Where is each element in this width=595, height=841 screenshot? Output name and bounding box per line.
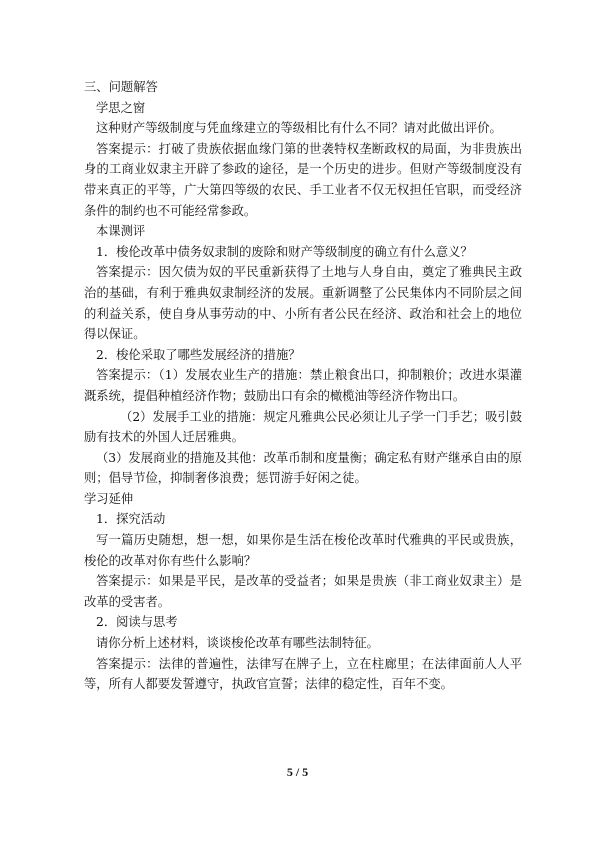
evaluation-answer-1: 答案提示：因欠债为奴的平民重新获得了土地与人身自由，奠定了雅典民主政治的基础，有利于雅典奴隶制经济的发展。重新调整了公民集体内不同阶层之间的利益关系，使自身从事劳动的中、小所有者公民在经济、政治和社会上的地位得以保证。: [84, 265, 522, 342]
extension-heading: 学习延伸: [84, 491, 134, 506]
section-title: 三、问题解答: [84, 80, 158, 94]
evaluation-answer-2-part-1: 答案提示：（1）发展农业生产的措施：禁止粮食出口，抑制粮价；改进水渠灌溉系统，提倡种植经济作物；鼓励出口有余的橄榄油等经济作物出口。: [84, 368, 522, 403]
study-window-answer: 答案提示：打破了贵族依据血缘门第的世袭特权垄断政权的局面，为非贵族出身的工商业奴隶主开辟了参政的途径，是一个历史的进步。但财产等级制度没有带来真正的平等，广大第四等级的农民、手工业者不仅无权担任官职，而受经济条件的制约也不可能经常参政。: [84, 141, 522, 218]
extension-item-1-answer: 答案提示：如果是平民，是改革的受益者；如果是贵族（非工商业奴隶主）是改革的受害者。: [84, 574, 522, 609]
evaluation-question-2: 2．梭伦采取了哪些发展经济的措施？: [96, 347, 301, 362]
extension-item-2-prompt: 请你分析上述材料，谈谈梭伦改革有哪些法制特征。: [96, 636, 379, 651]
extension-item-1-title: 1．探究活动: [96, 512, 166, 527]
extension-item-1-prompt: 写一篇历史随想，想一想，如果你是生活在梭伦改革时代雅典的平民或贵族，梭伦的改革对你有些什么影响？: [84, 533, 522, 568]
study-window-heading: 学思之窗: [96, 100, 146, 115]
evaluation-answer-2-part-2: （2）发展手工业的措施：规定凡雅典公民必须让儿子学一门手艺；吸引鼓励有技术的外国人迁居雅典。: [84, 409, 522, 445]
evaluation-heading: 本课测评: [96, 224, 146, 239]
evaluation-answer-2-part-3: （3）发展商业的措施及其他：改革币制和度量衡；确定私有财产继承自由的原则；倡导节俭，抑制奢侈浪费；惩罚游手好闲之徒。: [84, 450, 522, 486]
extension-item-2-title: 2．阅读与思考: [96, 615, 178, 630]
page-number: 5 / 5: [286, 765, 309, 779]
page-content: [84, 77, 522, 695]
study-window-question: 这种财产等级制度与凭血缘建立的等级相比有什么不同？请对此做出评价。: [96, 121, 502, 136]
extension-item-2-answer: 答案提示：法律的普遍性，法律写在牌子上，立在柱廊里；在法律面前人人平等，所有人都要发誓遵守，执政官宣誓；法律的稳定性，百年不变。: [84, 656, 522, 692]
evaluation-question-1: 1．梭伦改革中债务奴隶制的废除和财产等级制度的确立有什么意义？: [96, 244, 473, 259]
